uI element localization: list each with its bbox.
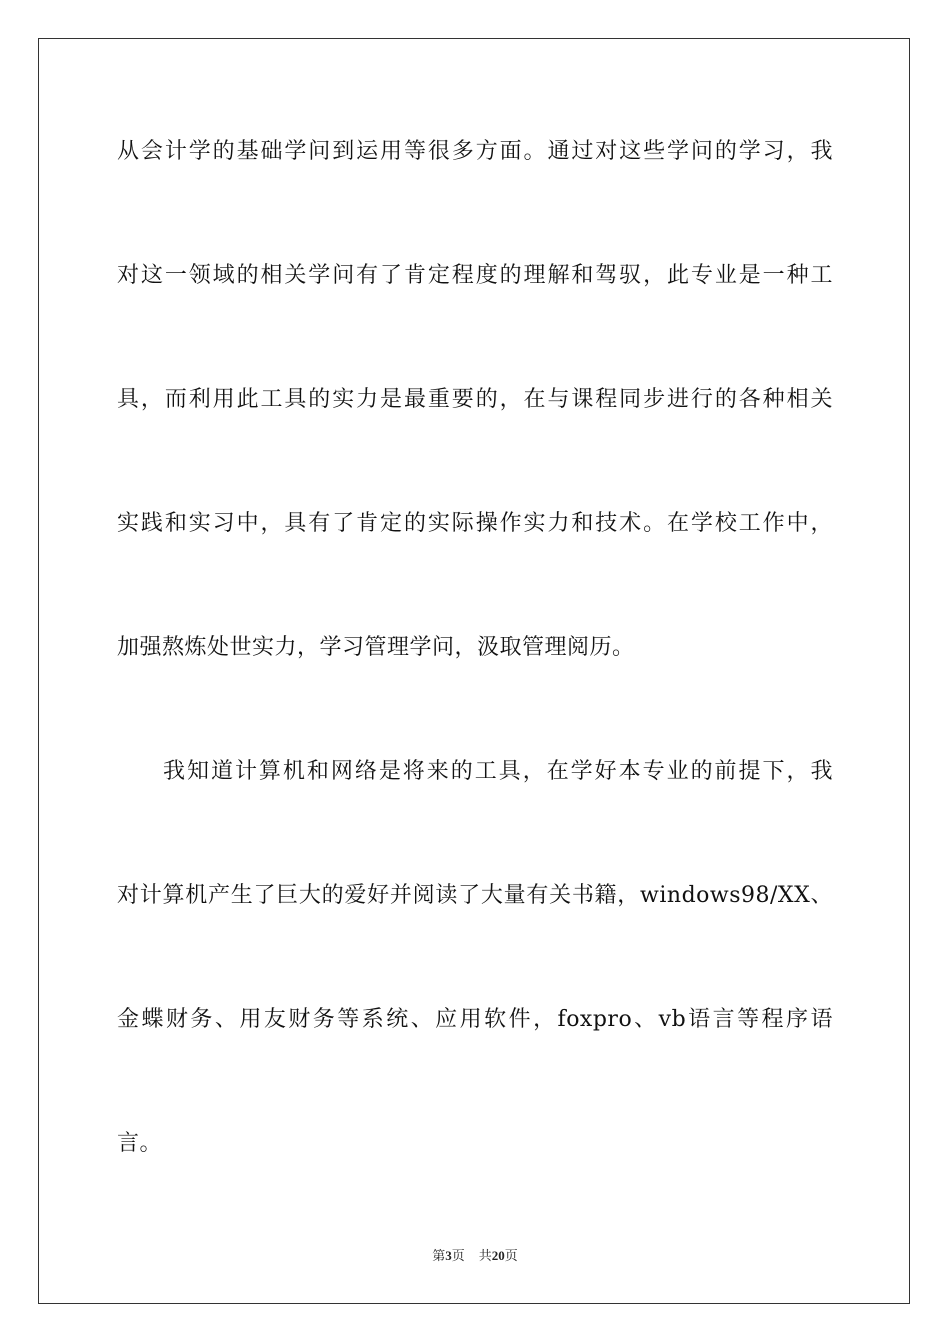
page-number: 3 — [445, 1248, 452, 1263]
body-line-6: 我知道计算机和网络是将来的工具，在学好本专业的前提下，我 — [163, 759, 833, 784]
body-line-4: 实践和实习中，具有了肯定的实际操作实力和技术。在学校工作中， — [117, 511, 833, 536]
page-footer — [0, 1247, 950, 1265]
body-line-8: 金蝶财务、用友财务等系统、应用软件，foxpro、vb语言等程序语 — [117, 1007, 833, 1032]
page-prefix: 第 — [432, 1248, 446, 1263]
total-pages: 20 — [491, 1248, 505, 1263]
page-border — [38, 38, 910, 1304]
body-line-7: 对计算机产生了巨大的爱好并阅读了大量有关书籍，windows98/XX、 — [117, 883, 833, 908]
body-line-5: 加强熬炼处世实力，学习管理学问，汲取管理阅历。 — [117, 635, 635, 660]
body-line-1: 从会计学的基础学问到运用等很多方面。通过对这些学问的学习，我 — [117, 139, 833, 164]
total-prefix: 共 — [478, 1248, 492, 1263]
page-suffix: 页 — [451, 1248, 465, 1263]
body-line-3: 具，而利用此工具的实力是最重要的，在与课程同步进行的各种相关 — [117, 387, 833, 412]
body-line-9: 言。 — [117, 1131, 163, 1156]
body-line-2: 对这一领域的相关学问有了肯定程度的理解和驾驭，此专业是一种工 — [117, 263, 833, 288]
total-suffix: 页 — [504, 1248, 518, 1263]
